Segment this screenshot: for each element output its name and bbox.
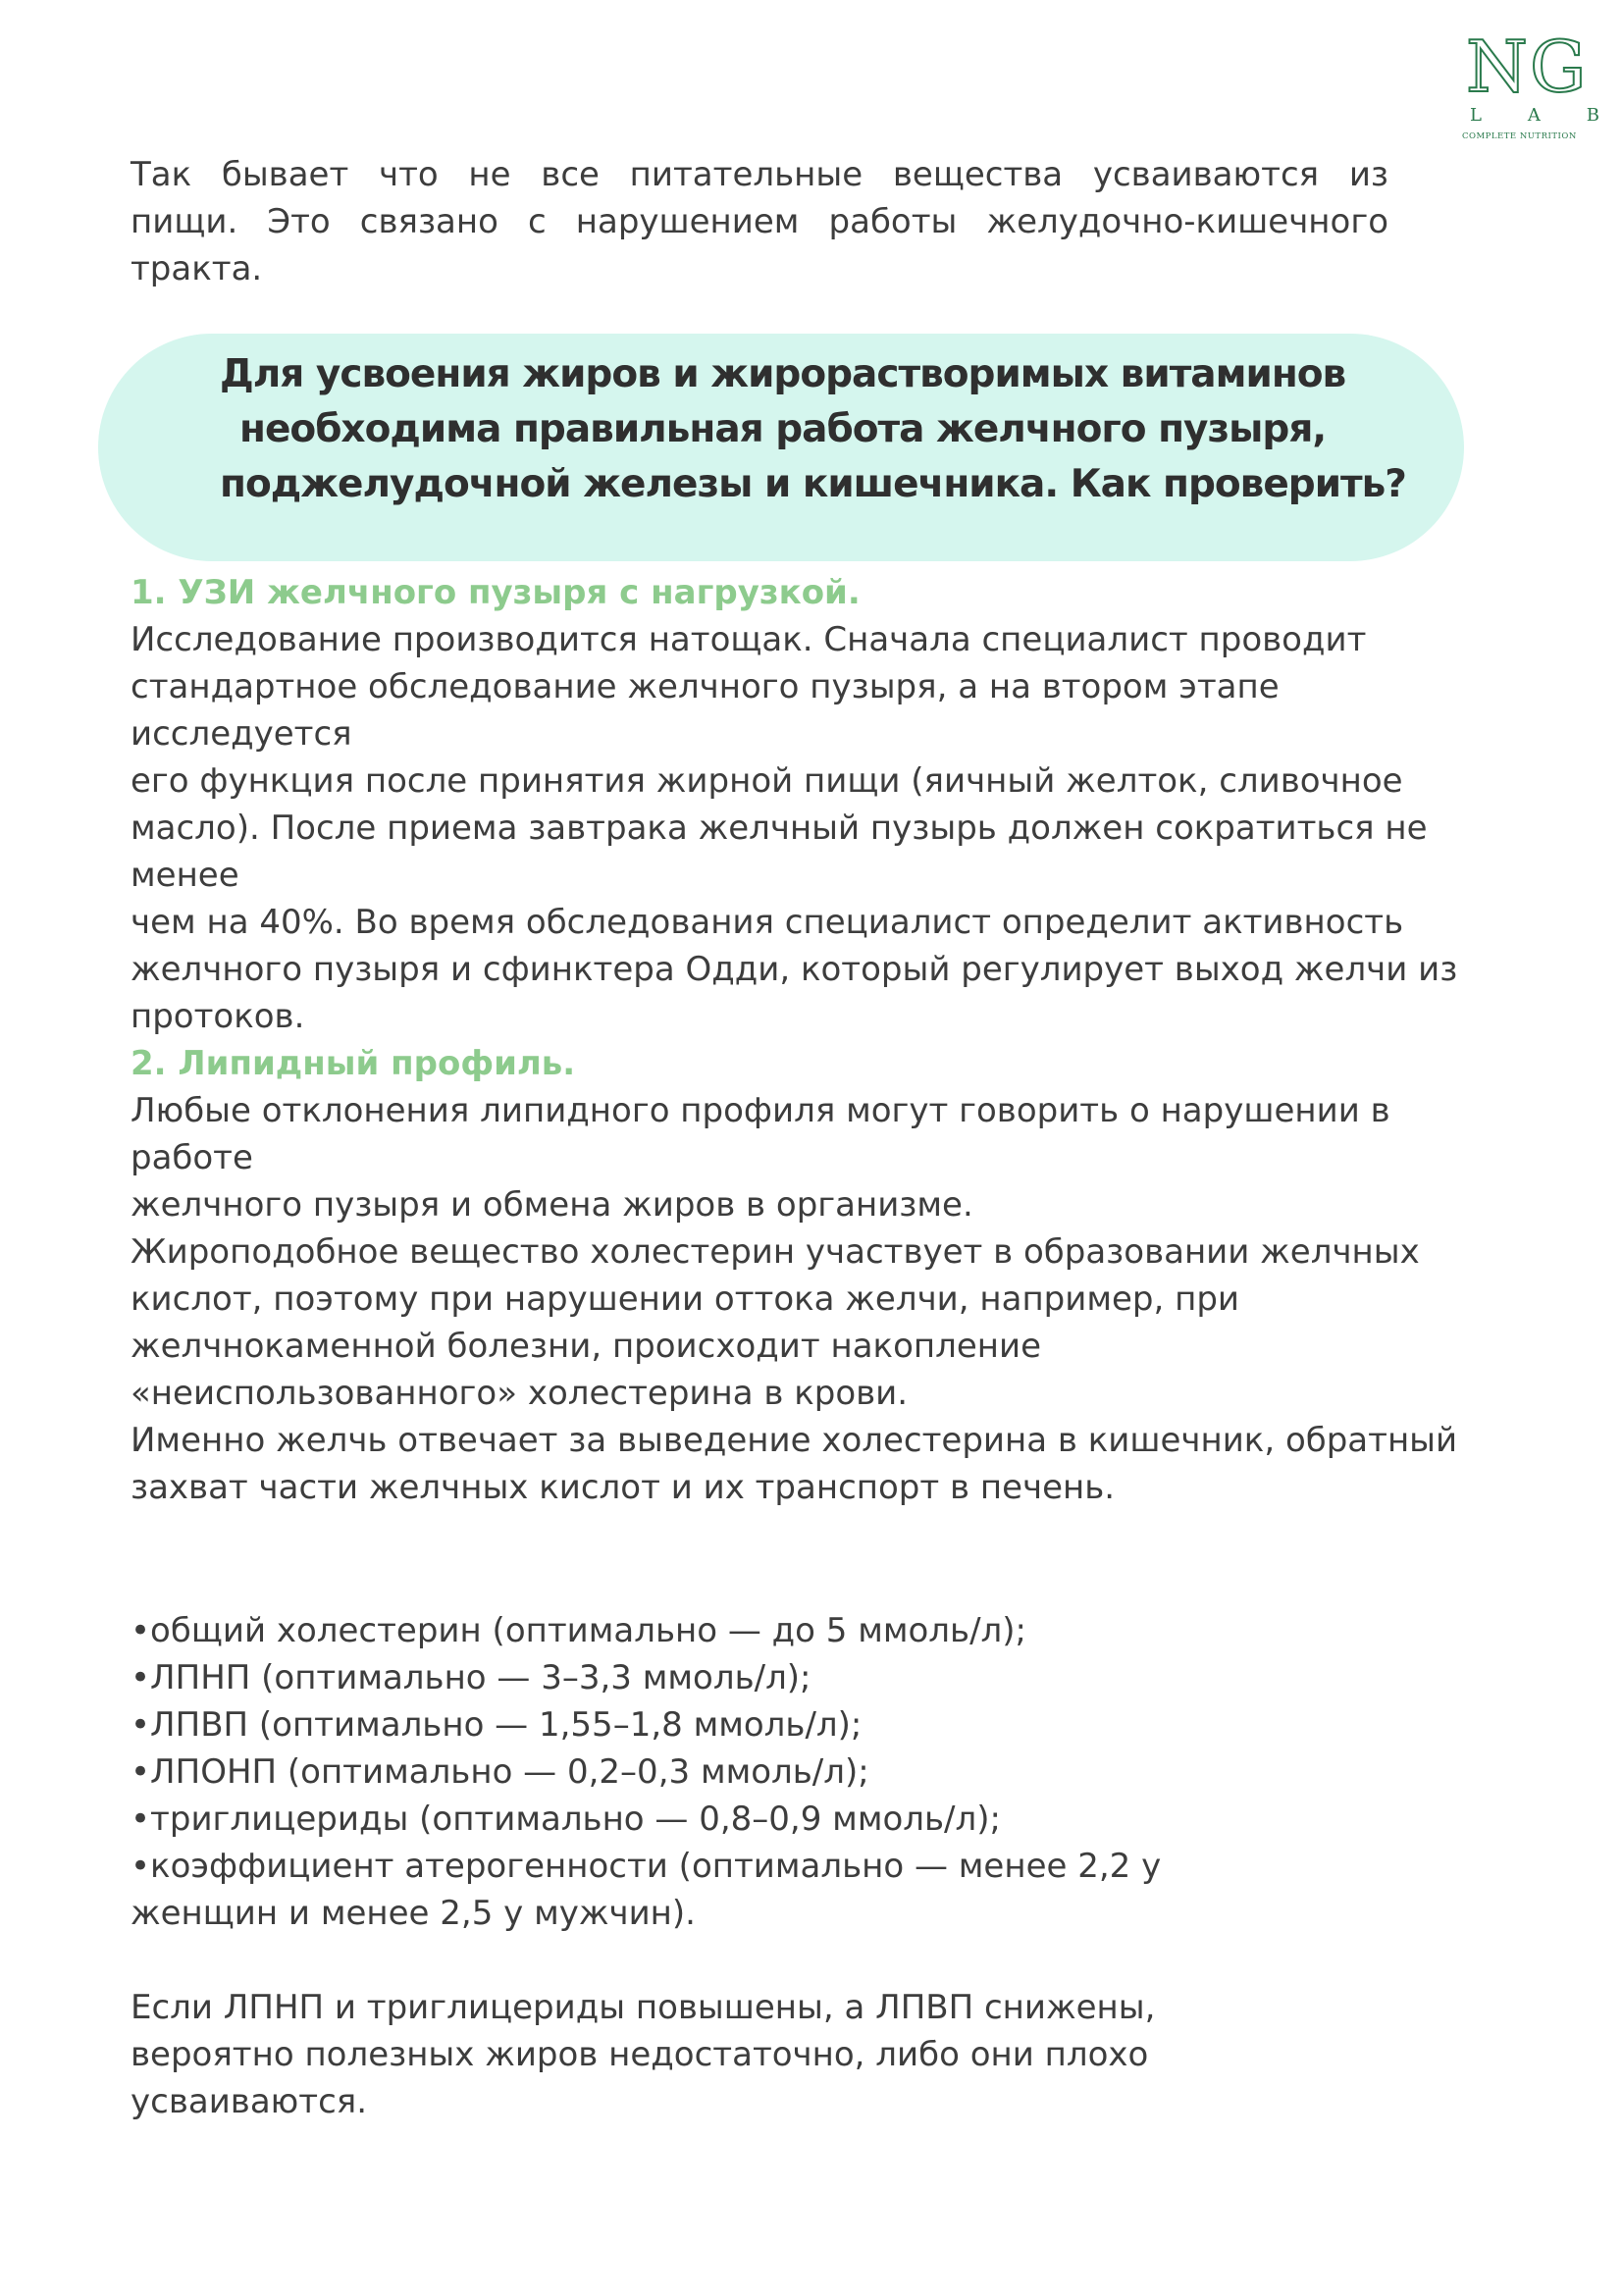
logo-lab-l: L — [1470, 105, 1482, 126]
logo-tagline: COMPLETE NUTRITION — [1462, 131, 1577, 141]
logo-lab-a: A — [1527, 105, 1541, 126]
logo-letters: NG — [1466, 26, 1589, 108]
callout-box — [98, 334, 1464, 561]
ng-lab-logo — [1460, 26, 1609, 149]
section2-text: Любые отклонения липидного профиля могут говорить о нарушении в работе желчного пузыря и обмена жиров в организме. Жироподобное вещество холестерин участвует в образовании желчных кислот, поэтому при нарушении оттока желчи, например, при желчнокаменной болезни, происходит накопление «неиспользованного» холестерина в крови. Именно желчь отвечает за выведение холестерина в кишечник, обратный захват части желчных кислот и их транспорт в печень. — [131, 1091, 1458, 1507]
conclusion-paragraph: Если ЛПНП и триглицериды повышены, а ЛПВП снижены, вероятно полезных жиров недостаточно, либо они плохо усваиваются. — [131, 1988, 1156, 2121]
section2-heading: 2. Липидный профиль. — [131, 1044, 576, 1083]
logo-lab — [1470, 106, 1599, 126]
callout-line-1: Для усвоения жиров и жирорастворимых витаминов — [220, 352, 1346, 396]
section1-heading: 1. УЗИ желчного пузыря с нагрузкой. — [131, 573, 861, 612]
logo-lab-b: B — [1586, 105, 1599, 126]
intro-paragraph: Так бывает что не все питательные вещества усваиваются из пищи. Это связано с нарушением работы желудочно-кишечного тракта. — [131, 155, 1388, 288]
callout-line-2: необходима правильная работа желчного пузыря, — [239, 407, 1327, 451]
section1-text: Исследование производится натощак. Сначала специалист проводит стандартное обследование желчного пузыря, а на втором этапе исследуется его функция после принятия жирной пищи (яичный желток, сливочное масло). После приема завтрака желчный пузырь должен сократиться не менее чем на 40%. Во время обследования специалист определит активность желчного пузыря и сфинктера Одди, который регулирует выход желчи из протоков. — [131, 620, 1458, 1036]
callout-line-3: поджелудочной железы и кишечника. Как проверить? — [220, 462, 1406, 506]
reference-values-list: •общий холестерин (оптимально — до 5 ммоль/л); •ЛПНП (оптимально — 3–3,3 ммоль/л); •ЛПВП (оптимально — 1,55–1,8 ммоль/л); •ЛПОНП (оптимально — 0,2–0,3 ммоль/л); •триглицериды (оптимально — 0,8–0,9 ммоль/л); •коэффициент атерогенности (оптимально — менее 2,2 у женщин и менее 2,5 у мужчин). — [131, 1611, 1162, 1933]
